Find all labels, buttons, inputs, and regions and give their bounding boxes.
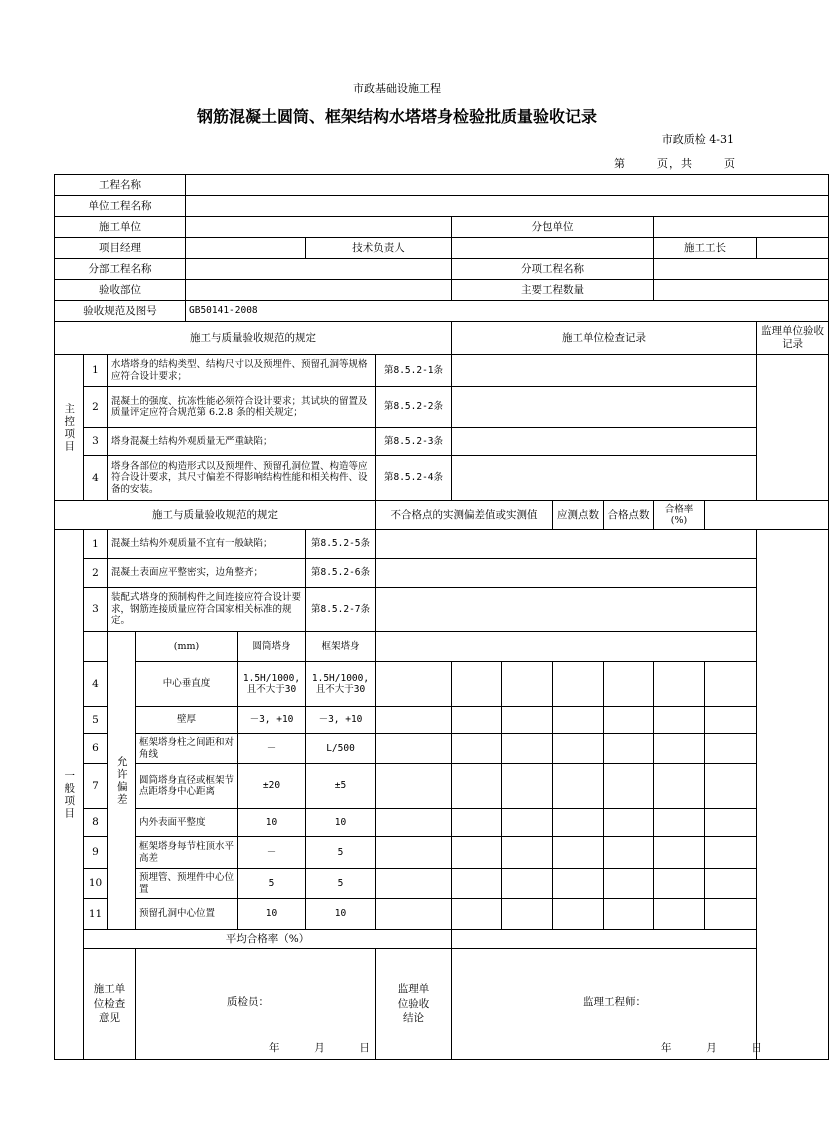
- measure-cell[interactable]: [376, 707, 452, 734]
- main-item-check[interactable]: [452, 456, 757, 501]
- project-manager-label: 项目经理: [55, 238, 186, 259]
- main-item-check[interactable]: [452, 428, 757, 456]
- frame-tolerance: L/500: [306, 734, 376, 764]
- frame-tolerance: 10: [306, 809, 376, 837]
- frame-tolerance: 5: [306, 869, 376, 899]
- project-name-label: 工程名称: [55, 175, 186, 196]
- cylinder-tolerance: 10: [238, 899, 306, 930]
- document-title: 钢筋混凝土圆筒、框架结构水塔塔身检验批质量验收记录: [196, 107, 597, 126]
- cylinder-tolerance: －: [238, 837, 306, 869]
- tech-lead-value[interactable]: [452, 238, 654, 259]
- foreman-label: 施工工长: [654, 238, 757, 259]
- general-item-record[interactable]: [376, 559, 757, 588]
- points-cell[interactable]: [553, 869, 604, 899]
- measure-cell[interactable]: [705, 734, 757, 764]
- measure-cell[interactable]: [376, 662, 452, 707]
- rate-cell[interactable]: [654, 734, 705, 764]
- construction-date: [269, 1042, 370, 1055]
- general-header-blank: [705, 501, 829, 530]
- measure-cell[interactable]: [502, 764, 553, 809]
- measure-cell[interactable]: [376, 869, 452, 899]
- measure-cell[interactable]: [502, 707, 553, 734]
- tolerance-no-blank: [84, 632, 108, 662]
- general-item-record[interactable]: [376, 588, 757, 632]
- project-manager-value[interactable]: [186, 238, 306, 259]
- average-rate-value[interactable]: [452, 930, 829, 949]
- general-item-no: 3: [84, 588, 108, 632]
- measure-cell[interactable]: [502, 869, 553, 899]
- tolerance-item-name: 圆筒塔身直径或框架节点距塔身中心距离: [136, 764, 238, 809]
- general-deviation-header: 不合格点的实测偏差值或实测值: [376, 501, 553, 530]
- table-row: [55, 809, 829, 837]
- measure-cell[interactable]: [705, 869, 757, 899]
- main-rule-header: 施工与质量验收规范的规定: [55, 322, 452, 355]
- cylinder-tolerance: 10: [238, 809, 306, 837]
- measure-cell[interactable]: [376, 734, 452, 764]
- page-label-3: 页: [724, 157, 736, 170]
- table-row: [55, 869, 829, 899]
- general-item-text: 装配式塔身的预制构件之间连接应符合设计要求，钢筋连接质量应符合国家相关标准的规定。: [108, 588, 306, 632]
- tolerance-unit-label: (mm): [136, 632, 238, 662]
- rate-cell[interactable]: [654, 707, 705, 734]
- construction-opinion-area[interactable]: [136, 949, 376, 1060]
- frame-tolerance: 1.5H/1000,且不大于30: [306, 662, 376, 707]
- subitem-name-value[interactable]: [654, 259, 829, 280]
- page-label-1: 第: [614, 157, 626, 170]
- points-cell[interactable]: [553, 837, 604, 869]
- main-item-no: 4: [84, 456, 108, 501]
- division-name-label: 分部工程名称: [55, 259, 186, 280]
- measure-cell[interactable]: [705, 764, 757, 809]
- tolerance-item-name: 壁厚: [136, 707, 238, 734]
- page-counter: [614, 155, 736, 171]
- measure-cell[interactable]: [705, 809, 757, 837]
- pass-points-cell[interactable]: [604, 869, 654, 899]
- measure-cell[interactable]: [376, 899, 452, 930]
- measure-cell[interactable]: [705, 662, 757, 707]
- measure-cell[interactable]: [376, 837, 452, 869]
- acceptance-record-table: [54, 174, 829, 1060]
- measure-cell[interactable]: [452, 809, 502, 837]
- frame-tolerance: －3, +10: [306, 707, 376, 734]
- general-item-record[interactable]: [376, 530, 757, 559]
- subcontract-unit-value[interactable]: [654, 217, 829, 238]
- unit-project-name-value[interactable]: [186, 196, 829, 217]
- foreman-value[interactable]: [757, 238, 829, 259]
- measure-cell[interactable]: [705, 707, 757, 734]
- rate-cell[interactable]: [654, 809, 705, 837]
- tolerance-item-name: 内外表面平整度: [136, 809, 238, 837]
- date-year-label: 年: [269, 1042, 280, 1054]
- main-item-ref: 第8.5.2-3条: [376, 428, 452, 456]
- acceptance-part-value[interactable]: [186, 280, 452, 301]
- date-year-label: 年: [661, 1042, 672, 1054]
- tolerance-item-name: 中心垂直度: [136, 662, 238, 707]
- tolerance-item-no: 11: [84, 899, 108, 930]
- date-day-label: 日: [359, 1042, 370, 1054]
- points-cell[interactable]: [553, 809, 604, 837]
- tolerance-item-name: 预埋管、预埋件中心位置: [136, 869, 238, 899]
- construction-unit-value[interactable]: [186, 217, 452, 238]
- frame-tolerance: 10: [306, 899, 376, 930]
- supervise-conclusion-label: 监理单位验收结论: [376, 949, 452, 1060]
- table-row: [55, 899, 829, 930]
- rate-cell[interactable]: [654, 869, 705, 899]
- cylinder-tolerance: －: [238, 734, 306, 764]
- measure-cell[interactable]: [452, 899, 502, 930]
- main-item-ref: 第8.5.2-2条: [376, 387, 452, 428]
- general-points-header: 应测点数: [553, 501, 604, 530]
- main-check-header: 施工单位检查记录: [452, 322, 757, 355]
- pass-points-cell[interactable]: [604, 707, 654, 734]
- main-item-no: 3: [84, 428, 108, 456]
- main-item-text: 塔身各部位的构造形式以及预埋件、预留孔洞位置、构造等应符合设计要求，其尺寸偏差不得影响结构性能和相关构件、设备的安装。: [108, 456, 376, 501]
- main-item-ref: 第8.5.2-1条: [376, 355, 452, 387]
- points-cell[interactable]: [553, 764, 604, 809]
- tolerance-item-no: 6: [84, 734, 108, 764]
- main-quantity-label: 主要工程数量: [452, 280, 654, 301]
- project-name-value[interactable]: [186, 175, 829, 196]
- general-item-no: 1: [84, 530, 108, 559]
- points-cell[interactable]: [553, 899, 604, 930]
- tolerance-item-no: 7: [84, 764, 108, 809]
- frame-tolerance: 5: [306, 837, 376, 869]
- general-item-ref: 第8.5.2-6条: [306, 559, 376, 588]
- pass-points-cell[interactable]: [604, 662, 654, 707]
- rate-cell[interactable]: [654, 662, 705, 707]
- tolerance-item-no: 10: [84, 869, 108, 899]
- general-item-text: 混凝土表面应平整密实，边角整齐；: [108, 559, 306, 588]
- tolerance-header-blank: [376, 632, 757, 662]
- pass-points-cell[interactable]: [604, 837, 654, 869]
- division-name-value[interactable]: [186, 259, 452, 280]
- construction-unit-label: 施工单位: [55, 217, 186, 238]
- table-row: [55, 707, 829, 734]
- measure-cell[interactable]: [452, 734, 502, 764]
- pass-points-cell[interactable]: [604, 734, 654, 764]
- main-item-ref: 第8.5.2-4条: [376, 456, 452, 501]
- main-item-check[interactable]: [452, 387, 757, 428]
- main-quantity-value[interactable]: [654, 280, 829, 301]
- tolerance-item-name: 框架塔身柱之间距和对角线: [136, 734, 238, 764]
- cylinder-tolerance: －3, +10: [238, 707, 306, 734]
- pass-points-cell[interactable]: [604, 899, 654, 930]
- frame-tolerance: ±5: [306, 764, 376, 809]
- main-item-no: 2: [84, 387, 108, 428]
- cylinder-column-header: 圆筒塔身: [238, 632, 306, 662]
- main-item-text: 塔身混凝土结构外观质量无严重缺陷；: [108, 428, 376, 456]
- subitem-name-label: 分项工程名称: [452, 259, 654, 280]
- supervise-conclusion-area[interactable]: [452, 949, 829, 1060]
- measure-cell[interactable]: [502, 809, 553, 837]
- points-cell[interactable]: [553, 662, 604, 707]
- average-rate-label: 平均合格率（%）: [84, 930, 452, 949]
- cylinder-tolerance: ±20: [238, 764, 306, 809]
- unit-project-name-label: 单位工程名称: [55, 196, 186, 217]
- main-supervise-header: 监理单位验收记录: [757, 322, 829, 355]
- measure-cell[interactable]: [376, 764, 452, 809]
- tolerance-item-name: 框架塔身每节柱顶水平高差: [136, 837, 238, 869]
- main-item-text: 混凝土的强度、抗冻性能必须符合设计要求；其试块的留置及质量评定应符合规范第 6.2.8 条的相关规定；: [108, 387, 376, 428]
- document-subtitle: 市政基础设施工程: [353, 82, 441, 95]
- tolerance-item-name: 预留孔洞中心位置: [136, 899, 238, 930]
- table-row: [55, 837, 829, 869]
- table-row: [55, 662, 829, 707]
- measure-cell[interactable]: [452, 707, 502, 734]
- main-item-text: 水塔塔身的结构类型、结构尺寸以及预埋件、预留孔洞等规格应符合设计要求；: [108, 355, 376, 387]
- measure-cell[interactable]: [452, 764, 502, 809]
- main-item-check[interactable]: [452, 355, 757, 387]
- general-rule-header: 施工与质量验收规范的规定: [55, 501, 376, 530]
- spec-label: 验收规范及图号: [55, 301, 186, 322]
- tolerance-item-no: 4: [84, 662, 108, 707]
- date-day-label: 日: [751, 1042, 762, 1054]
- measure-cell[interactable]: [452, 662, 502, 707]
- measure-cell[interactable]: [452, 869, 502, 899]
- supervise-date: [661, 1042, 762, 1055]
- points-cell[interactable]: [553, 734, 604, 764]
- pass-points-cell[interactable]: [604, 809, 654, 837]
- table-row: [55, 734, 829, 764]
- measure-cell[interactable]: [502, 837, 553, 869]
- form-code: 市政质检 4-31: [661, 133, 734, 146]
- construction-opinion-label: 施工单位检查意见: [84, 949, 136, 1060]
- main-supervise-record[interactable]: [757, 355, 829, 501]
- acceptance-part-label: 验收部位: [55, 280, 186, 301]
- spec-value: GB50141-2008: [186, 301, 829, 322]
- subcontract-unit-label: 分包单位: [452, 217, 654, 238]
- measure-cell[interactable]: [502, 662, 553, 707]
- inspector-label: 质检员：: [227, 996, 269, 1008]
- rate-cell[interactable]: [654, 764, 705, 809]
- measure-cell[interactable]: [502, 899, 553, 930]
- cylinder-tolerance: 1.5H/1000,且不大于30: [238, 662, 306, 707]
- date-month-label: 月: [706, 1042, 717, 1054]
- measure-cell[interactable]: [705, 899, 757, 930]
- measure-cell[interactable]: [705, 837, 757, 869]
- general-pass-points-header: 合格点数: [604, 501, 654, 530]
- cylinder-tolerance: 5: [238, 869, 306, 899]
- tolerance-item-no: 9: [84, 837, 108, 869]
- table-row: [55, 764, 829, 809]
- rate-cell[interactable]: [654, 899, 705, 930]
- general-rate-header: 合格率(%): [654, 501, 705, 530]
- measure-cell[interactable]: [502, 734, 553, 764]
- main-item-no: 1: [84, 355, 108, 387]
- general-item-ref: 第8.5.2-7条: [306, 588, 376, 632]
- pass-points-cell[interactable]: [604, 764, 654, 809]
- tolerance-item-no: 8: [84, 809, 108, 837]
- tech-lead-label: 技术负责人: [306, 238, 452, 259]
- measure-cell[interactable]: [452, 837, 502, 869]
- tolerance-section-label: 允许偏差: [108, 632, 136, 930]
- page-label-2: 页，共: [657, 157, 693, 170]
- general-item-ref: 第8.5.2-5条: [306, 530, 376, 559]
- general-item-no: 2: [84, 559, 108, 588]
- date-month-label: 月: [314, 1042, 325, 1054]
- tolerance-item-no: 5: [84, 707, 108, 734]
- engineer-label: 监理工程师：: [583, 996, 646, 1008]
- rate-cell[interactable]: [654, 837, 705, 869]
- main-control-section-label: 主控项目: [55, 355, 84, 501]
- general-item-text: 混凝土结构外观质量不宜有一般缺陷；: [108, 530, 306, 559]
- measure-cell[interactable]: [376, 809, 452, 837]
- points-cell[interactable]: [553, 707, 604, 734]
- frame-column-header: 框架塔身: [306, 632, 376, 662]
- general-section-label: 一般项目: [55, 530, 84, 1060]
